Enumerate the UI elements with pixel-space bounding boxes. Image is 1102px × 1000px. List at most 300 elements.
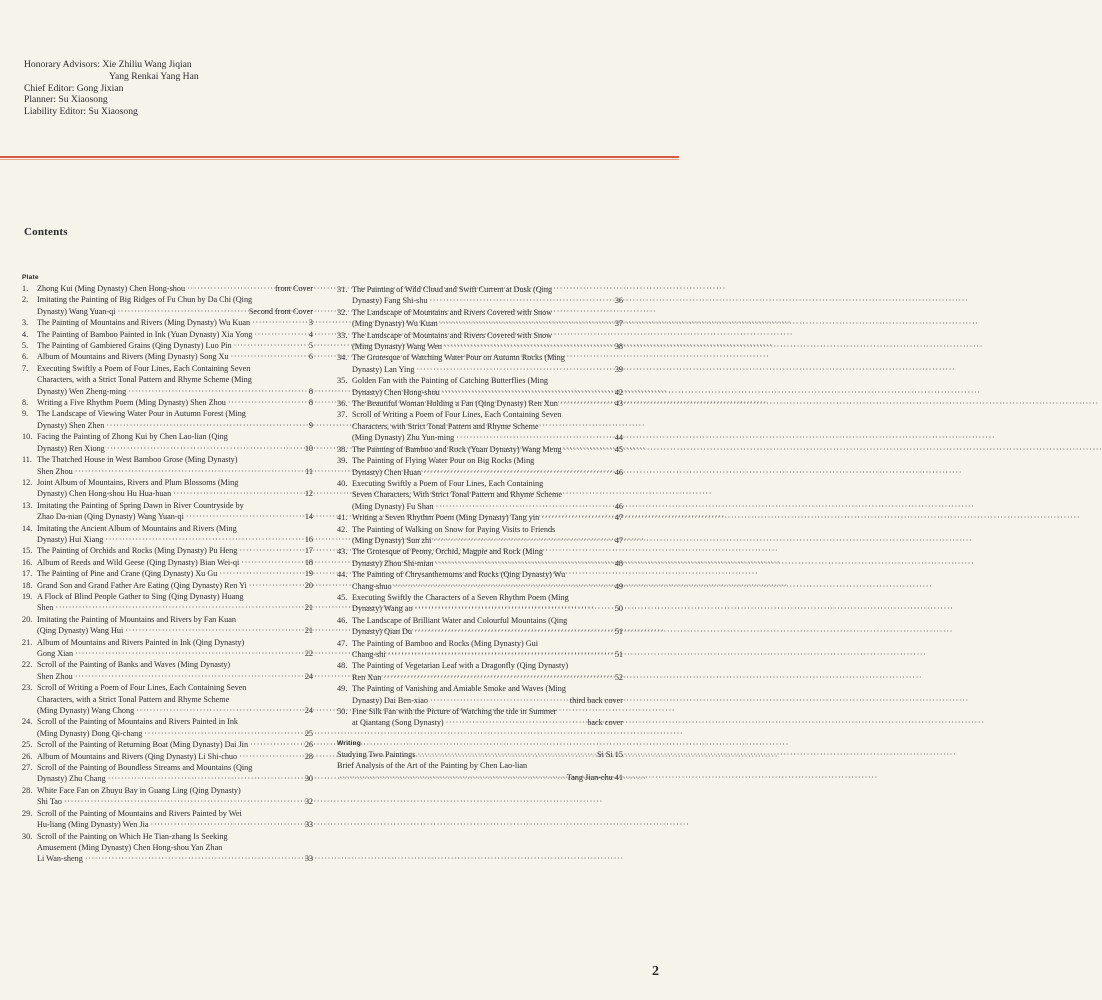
entry-title xyxy=(37,568,313,579)
entry-title-line: Dynasty) Wang ao xyxy=(352,604,413,614)
dot-leader xyxy=(440,387,615,398)
dot-leader xyxy=(103,534,304,545)
entry-title xyxy=(352,478,623,512)
page-reference: 42 xyxy=(614,387,623,397)
toc-entry xyxy=(22,580,313,591)
entry-number: 15. xyxy=(22,546,33,556)
entry-number: 6. xyxy=(22,352,29,362)
toc-entry xyxy=(337,352,623,375)
entry-title xyxy=(37,580,313,591)
entry-leader-line xyxy=(352,581,623,592)
entry-number: 12. xyxy=(22,477,33,487)
entry-number: 43. xyxy=(337,547,348,557)
dot-leader xyxy=(438,318,615,329)
toc-entry xyxy=(22,614,313,637)
page-reference: 33 xyxy=(304,820,313,830)
entry-leader-line xyxy=(37,705,313,716)
entry-leader-line xyxy=(352,695,623,706)
entry-leader-line xyxy=(37,602,313,613)
contents-column-right xyxy=(337,284,623,783)
entry-title-line: Album of Mountains and Rivers Painted in Ink (Qing Dynasty) xyxy=(37,637,245,647)
entry-title xyxy=(37,831,313,865)
entry-title xyxy=(352,638,623,661)
dot-leader xyxy=(428,295,615,306)
dot-leader xyxy=(237,545,304,556)
dot-leader xyxy=(149,819,305,830)
page-reference: 47 xyxy=(614,535,623,545)
entry-title xyxy=(352,330,623,353)
toc-entry xyxy=(22,751,313,762)
entry-number: 11. xyxy=(22,455,32,465)
writing-section-label: Writing xyxy=(337,739,361,747)
entry-title xyxy=(352,455,623,478)
dot-leader xyxy=(171,488,305,499)
entry-title-line: Zhao Da-nian (Qing Dynasty) Wang Yuan-qi xyxy=(37,512,184,522)
entry-number: 26. xyxy=(22,751,33,761)
entry-leader-line xyxy=(352,467,623,478)
dot-leader xyxy=(115,306,248,317)
entry-number: 46. xyxy=(337,615,348,625)
entry-title-line: Scroll of the Painting of Returning Boat (Ming Dynasty) Dai Jin xyxy=(37,740,249,750)
toc-entry xyxy=(22,739,313,750)
entry-leader-line xyxy=(352,432,623,443)
dot-leader xyxy=(53,602,304,613)
page-reference: 30 xyxy=(304,774,313,784)
entry-number: 33. xyxy=(337,330,348,340)
entry-title xyxy=(37,785,313,808)
toc-entry xyxy=(337,307,623,330)
page-reference: 26 xyxy=(304,740,313,750)
dot-leader xyxy=(381,672,614,683)
entry-title-line: Characters, with Strict Tonal Pattern and Rhyme Scheme xyxy=(352,421,539,431)
toc-entry xyxy=(22,408,313,431)
dot-leader xyxy=(415,749,597,760)
entry-title-line: (Ming Dynasty) Sun zhi xyxy=(352,535,432,545)
entry-title-line: Dynasty) Qian Du xyxy=(352,627,413,637)
toc-entry xyxy=(22,716,313,739)
entry-title xyxy=(37,454,313,477)
honorary-advisors: Honorary Advisors: Xie Zhiliu Wang Jiqian xyxy=(24,59,192,70)
entry-leader-line xyxy=(37,351,313,362)
writing-list xyxy=(337,749,623,783)
dot-leader xyxy=(247,580,305,591)
entry-title xyxy=(37,340,313,351)
dot-leader xyxy=(433,558,614,569)
toc-entry xyxy=(337,284,623,307)
entry-number: 14. xyxy=(22,523,33,533)
entry-title-line: Dynasty) Fang Shi-shu xyxy=(352,296,428,306)
entry-title-line: The Painting of Chrysanthemums and Rocks (Qing Dynasty) Wu xyxy=(352,570,566,580)
entry-title-line: Seven Characters, With Strict Tonal Pattern and Rhyme Scheme xyxy=(352,490,563,500)
entry-number: 31. xyxy=(337,285,348,294)
entry-title-line: The Grotesque of Peony, Orchid, Magpie and Rock (Ming xyxy=(352,547,543,557)
entry-number: 21. xyxy=(22,637,33,647)
toc-entry xyxy=(337,398,623,409)
dot-leader xyxy=(123,625,305,636)
entry-leader-line xyxy=(37,625,313,636)
toc-entry xyxy=(22,351,313,362)
entry-leader-line xyxy=(337,772,623,783)
toc-entry xyxy=(22,591,313,614)
entry-title-line: The Painting of Vanishing and Amiable Smoke and Waves (Ming xyxy=(352,684,566,694)
toc-entry xyxy=(337,638,623,661)
entry-leader-line xyxy=(352,512,623,523)
entry-leader-line xyxy=(37,853,313,864)
contents-heading: Contents xyxy=(24,226,68,238)
page-reference: 20 xyxy=(304,580,313,590)
toc-entry xyxy=(22,682,313,716)
entry-number: 45. xyxy=(337,592,348,602)
page-reference: 19 xyxy=(304,569,313,579)
entry-title-line: The Grotesque of Watching Water Pour on Autumn Rocks (Ming xyxy=(352,353,565,363)
entry-leader-line xyxy=(352,603,623,614)
entry-title-line: The Landscape of Brilliant Water and Colourful Mountains (Qing xyxy=(352,615,568,625)
dot-leader xyxy=(434,501,615,512)
entry-leader-line xyxy=(37,420,313,431)
entry-leader-line xyxy=(37,317,313,328)
dot-leader xyxy=(226,397,309,408)
entry-leader-line xyxy=(37,306,313,317)
red-divider xyxy=(0,156,679,158)
entry-leader-line xyxy=(37,671,313,682)
entry-title-line: Shen Zhou xyxy=(37,466,73,476)
entry-title xyxy=(352,706,623,729)
entry-title-line: The Landscape of Viewing Water Pour in Autumn Forest (Ming xyxy=(37,409,246,419)
entry-title-line: Shen xyxy=(37,603,54,613)
dot-leader xyxy=(444,717,588,728)
toc-entry xyxy=(337,706,623,729)
entry-title-line: Dynasty) Chen Hong-shou Hu Hua-huan xyxy=(37,489,172,499)
entry-title xyxy=(37,762,313,785)
page-reference: Second front Cover xyxy=(248,306,313,316)
entry-leader-line xyxy=(352,535,623,546)
dot-leader xyxy=(539,512,615,523)
page-reference: 49 xyxy=(614,581,623,591)
entry-number: 17. xyxy=(22,569,33,579)
toc-entry xyxy=(22,397,313,408)
page-reference: 39 xyxy=(614,364,623,374)
entry-leader-line xyxy=(37,511,313,522)
page-reference: 8 xyxy=(308,386,313,396)
dot-leader xyxy=(413,603,615,614)
entry-leader-line xyxy=(37,648,313,659)
page-reference: Tang Jian-chu 41 xyxy=(566,772,623,782)
entry-leader-line xyxy=(352,341,623,352)
entry-title xyxy=(37,500,313,523)
page-reference: 48 xyxy=(614,558,623,568)
entry-leader-line xyxy=(352,387,623,398)
entry-title-line: Grand Son and Grand Father Are Eating (Qing Dynasty) Ren Yi xyxy=(37,580,247,590)
page-reference: 28 xyxy=(304,751,313,761)
entry-leader-line xyxy=(37,488,313,499)
entry-title xyxy=(352,524,623,547)
entry-title-line: Scroll of the Painting of Mountains and Rivers Painted by Wei xyxy=(37,808,242,818)
dot-leader xyxy=(73,671,305,682)
entry-title-line: Scroll of the Painting of Banks and Waves (Ming Dynasty) xyxy=(37,660,231,670)
entry-leader-line xyxy=(37,728,313,739)
entry-leader-line xyxy=(37,739,313,750)
entry-leader-line xyxy=(37,751,313,762)
toc-entry xyxy=(337,375,623,398)
entry-title-line: The Painting of Gambiered Grains (Qing Dynasty) Luo Pin xyxy=(37,341,232,351)
entry-number: 10. xyxy=(22,432,33,442)
entry-title-line: Chang-shuo xyxy=(352,581,392,591)
entry-title xyxy=(37,477,313,500)
entry-leader-line xyxy=(37,819,313,830)
entry-number: 23. xyxy=(22,683,33,693)
page-reference: third back cover xyxy=(569,695,623,705)
entry-leader-line xyxy=(352,398,623,409)
entry-title xyxy=(37,363,313,397)
entry-leader-line xyxy=(37,466,313,477)
entry-leader-line xyxy=(352,558,623,569)
dot-leader xyxy=(558,398,615,409)
page-reference: 4 xyxy=(308,329,313,339)
toc-entry xyxy=(337,444,623,455)
entry-leader-line xyxy=(37,397,313,408)
dot-leader xyxy=(184,511,305,522)
dot-leader xyxy=(232,340,309,351)
entry-title-line: Dynasty) Hui Xiang xyxy=(37,534,104,544)
entry-title xyxy=(352,683,623,706)
dot-leader xyxy=(134,705,305,716)
entry-title xyxy=(37,351,313,362)
entry-leader-line xyxy=(352,318,623,329)
entry-title xyxy=(37,751,313,762)
page-reference: 9 xyxy=(308,420,313,430)
entry-title-line: The Painting of Wild Cloud and Swift Current at Dusk (Qing xyxy=(352,285,553,294)
contents-column-left xyxy=(22,273,313,865)
entry-number: 32. xyxy=(337,307,348,317)
toc-entry xyxy=(22,500,313,523)
page-reference: 44 xyxy=(614,433,623,443)
page-reference: 45 xyxy=(614,444,623,454)
dot-leader xyxy=(414,364,614,375)
entry-title-line: The Painting of Vegetarian Leaf with a Dragonfly (Qing Dynasty) xyxy=(352,661,569,671)
page-reference: 16 xyxy=(304,534,313,544)
entry-leader-line xyxy=(37,534,313,545)
toc-entry xyxy=(337,409,623,443)
entry-title-line: The Beautiful Woman Holding a Fan (Qing Dynasty) Ren Xun xyxy=(352,399,558,409)
page-reference: 3 xyxy=(308,318,313,328)
entry-title-line: Dynasty) Lan Ying xyxy=(352,364,415,374)
entry-title-line: Chang-shi xyxy=(352,650,386,659)
entry-title-line: White Face Fan on Zhuyu Bay in Guang Ling (Qing Dynasty) xyxy=(37,785,241,795)
entry-title-line: The Painting of Orchids and Rocks (Ming Dynasty) Pu Heng xyxy=(37,546,238,556)
entry-title-line: Zhong Kui (Ming Dynasty) Chen Hong-shou xyxy=(37,284,186,293)
toc-entry xyxy=(22,808,313,831)
entry-number: 36. xyxy=(337,399,348,409)
toc-entry xyxy=(22,545,313,556)
entry-title-line: Dynasty) Zhu Chang xyxy=(37,774,106,784)
page-reference: 38 xyxy=(614,342,623,352)
page-reference: 52 xyxy=(614,672,623,682)
toc-entry xyxy=(337,524,623,547)
toc-entry xyxy=(22,785,313,808)
entry-leader-line xyxy=(352,649,623,660)
entry-leader-line xyxy=(352,501,623,512)
toc-entry xyxy=(337,546,623,569)
dot-leader xyxy=(248,739,305,750)
entry-title-line: The Painting of Bamboo and Rock (Yuan Dynasty) Wang Meng xyxy=(352,444,562,454)
entry-title xyxy=(352,398,623,409)
entry-title xyxy=(37,808,313,831)
honorary-advisors-continued: Yang Renkai Yang Han xyxy=(109,70,199,82)
entry-leader-line xyxy=(37,329,313,340)
toc-entry xyxy=(22,477,313,500)
entry-title-line: Studying Two Paintings xyxy=(337,749,416,759)
toc-entry xyxy=(337,683,623,706)
entry-number: 27. xyxy=(22,763,33,773)
entry-number: 38. xyxy=(337,444,348,454)
entry-leader-line xyxy=(352,672,623,683)
page-reference: 47 xyxy=(614,513,623,523)
entry-title xyxy=(37,545,313,556)
dot-leader xyxy=(252,329,309,340)
dot-leader xyxy=(185,283,275,294)
page-reference: 10 xyxy=(304,443,313,453)
dot-leader xyxy=(106,773,305,784)
dot-leader xyxy=(126,386,309,397)
entry-number: 41. xyxy=(337,513,348,523)
toc-entry xyxy=(22,317,313,328)
entry-number: 13. xyxy=(22,500,33,510)
entry-number: 19. xyxy=(22,591,33,601)
entry-title-line: Imitating the Ancient Album of Mountains and Rivers (Ming xyxy=(37,523,237,533)
page-reference: 46 xyxy=(614,501,623,511)
entry-title xyxy=(37,739,313,750)
dot-leader xyxy=(431,535,614,546)
entry-number: 30. xyxy=(22,831,33,841)
page-reference: 5 xyxy=(308,341,313,351)
entry-title xyxy=(352,615,623,638)
entry-title xyxy=(352,444,623,455)
page-reference: 36 xyxy=(614,296,623,306)
entry-title-line: The Painting of Pine and Crane (Qing Dynasty) Xu Gu xyxy=(37,569,218,579)
dot-leader xyxy=(239,557,305,568)
page-reference: 37 xyxy=(614,319,623,329)
entry-title xyxy=(352,660,623,683)
dot-leader xyxy=(412,626,615,637)
entry-title-line: The Painting of Flying Water Pour on Big Rocks (Ming xyxy=(352,456,535,466)
entry-title xyxy=(37,397,313,408)
page-reference: 46 xyxy=(614,467,623,477)
toc-entry xyxy=(337,512,623,523)
entry-title-line: (Ming Dynasty) Zhu Yun-ming xyxy=(352,433,455,443)
entry-number: 3. xyxy=(22,318,29,328)
entry-number: 34. xyxy=(337,353,348,363)
entry-title-line: Dynasty) Shen Zhen xyxy=(37,420,105,430)
page-reference: back cover xyxy=(587,718,623,728)
toc-entry xyxy=(337,569,623,592)
page-reference: 17 xyxy=(304,546,313,556)
entry-number: 4. xyxy=(22,329,29,339)
entry-title xyxy=(37,329,313,340)
dot-leader xyxy=(142,728,305,739)
toc-entry xyxy=(337,749,623,760)
entry-title-line: Album of Reeds and Wild Geese (Qing Dynasty) Bian Wei-qi xyxy=(37,557,240,567)
entry-title-line: The Landscape of Mountains and Rivers Covered with Snow xyxy=(352,307,553,317)
toc-entry xyxy=(337,455,623,478)
entry-title xyxy=(37,317,313,328)
entry-title-line: The Painting of Walking on Snow for Paying Visits to Friends xyxy=(352,524,556,534)
entry-leader-line xyxy=(352,444,623,455)
entry-leader-line xyxy=(352,295,623,306)
page-reference: 14 xyxy=(304,512,313,522)
page-reference: 43 xyxy=(614,399,623,409)
entry-title-line: Executing Swiftly a Poem of Four Lines, Each Containing xyxy=(352,478,544,488)
dot-leader xyxy=(73,466,305,477)
entry-number: 48. xyxy=(337,661,348,671)
toc-entry xyxy=(337,478,623,512)
page-reference: 24 xyxy=(304,671,313,681)
entry-title xyxy=(352,409,623,443)
toc-entry xyxy=(337,592,623,615)
entry-title-line: at Qiantang (Song Dynasty) xyxy=(352,718,444,728)
entry-title xyxy=(352,375,623,398)
entry-title-line: The Painting of Mountains and Rivers (Ming Dynasty) Wu Kuan xyxy=(37,318,251,328)
entry-number: 47. xyxy=(337,638,348,648)
page-reference: 33 xyxy=(304,854,313,864)
dot-leader xyxy=(229,351,309,362)
entry-title-line: Writing a Seven Rhythm Poem (Ming Dynasty) Tang yin xyxy=(352,513,540,523)
entry-title-line: Dynasty) Wen Zheng-ming xyxy=(37,386,127,396)
toc-entry xyxy=(337,760,623,783)
entry-number: 40. xyxy=(337,478,348,488)
entry-title-line: (Ming Dynasty) Fu Shan xyxy=(352,501,434,511)
entry-number: 24. xyxy=(22,717,33,727)
dot-leader xyxy=(105,443,305,454)
entry-title-line: Album of Mountains and Rivers (Ming Dynasty) Song Xu xyxy=(37,352,229,362)
entry-title-line: Executing Swiftly a Poem of Four Lines, Each Containing Seven xyxy=(37,363,251,373)
entry-title-line: Executing Swiftly the Characters of a Seven Rhythm Poem (Ming xyxy=(352,592,569,602)
dot-leader xyxy=(442,341,615,352)
plate-list-right xyxy=(337,284,623,729)
dot-leader xyxy=(73,648,305,659)
planner: Planner: Su Xiaosong xyxy=(24,94,108,106)
entry-title-line: Dynasty) Ren Xiong xyxy=(37,443,105,453)
entry-title-line: Scroll of Writing a Poem of Four Lines, Each Containing Seven xyxy=(352,410,562,420)
entry-title-line: (Qing Dynasty) Wang Hui xyxy=(37,626,124,636)
entry-number: 44. xyxy=(337,570,348,580)
entry-title-line: Gong Xian xyxy=(37,649,74,658)
entry-title-line: A Flock of Blind People Gather to Sing (Qing Dynasty) Huang xyxy=(37,591,244,601)
entry-title-line: The Landscape of Mountains and Rivers Covered with Snow xyxy=(352,330,553,340)
entry-title xyxy=(37,637,313,660)
dot-leader xyxy=(217,568,304,579)
entry-leader-line xyxy=(352,626,623,637)
dot-leader xyxy=(237,751,305,762)
toc-entry xyxy=(22,831,313,865)
dot-leader xyxy=(337,772,567,783)
entry-title xyxy=(352,569,623,592)
entry-leader-line xyxy=(352,717,623,728)
entry-leader-line xyxy=(37,443,313,454)
entry-title xyxy=(352,592,623,615)
entry-title xyxy=(37,557,313,568)
toc-entry xyxy=(337,660,623,683)
page-reference: Si Si 15 xyxy=(597,749,623,759)
entry-title-line: The Thatched House in West Bamboo Grose (Ming Dynasty) xyxy=(37,455,238,465)
entry-number: 37. xyxy=(337,410,348,420)
toc-entry xyxy=(337,330,623,353)
entry-title-line: Dynasty) Dai Ben-xiao xyxy=(352,695,428,705)
entry-title xyxy=(37,591,313,614)
toc-entry xyxy=(22,431,313,454)
entry-title-line: Imitating the Painting of Mountains and Rivers by Fan Kuan xyxy=(37,614,236,624)
plate-list-left xyxy=(22,283,313,865)
entry-title-line: Facing the Painting of Zhong Kui by Chen Lao-lian (Qing xyxy=(37,432,228,442)
